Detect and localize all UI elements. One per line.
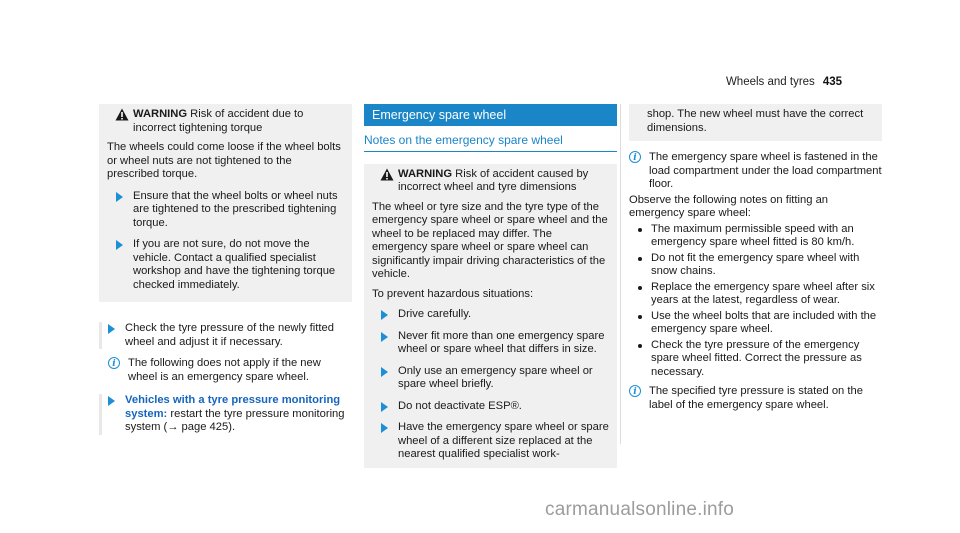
section-title: Wheels and tyres bbox=[725, 76, 815, 88]
step-arrow-icon bbox=[116, 240, 123, 250]
info-note bbox=[108, 357, 352, 384]
warning-title bbox=[133, 108, 344, 135]
step-arrow-icon bbox=[381, 367, 388, 377]
step-text: restart the tyre pressure monitoring system (→ page 425). bbox=[125, 407, 345, 433]
list-item: Do not fit the emergency spare wheel with snow chains. bbox=[629, 252, 882, 279]
warning-title-text: Risk of accident caused by incorrect wheel and tyre dimensions bbox=[398, 167, 589, 193]
warning-box bbox=[99, 104, 352, 302]
warning-step bbox=[372, 421, 609, 462]
info-icon: i bbox=[629, 385, 641, 397]
continued-text: shop. The new wheel must have the correct dimensions. bbox=[647, 108, 864, 134]
observe-text: Observe the following notes on fitting an emergency spare wheel: bbox=[629, 193, 829, 219]
warning-step bbox=[107, 190, 344, 231]
step-arrow-icon bbox=[381, 423, 388, 433]
warning-icon bbox=[380, 168, 394, 181]
info-icon: i bbox=[108, 357, 120, 369]
step-arrow-icon bbox=[381, 310, 388, 320]
warning-body-text: The wheel or tyre size and the tyre type of the emergency spare wheel or spare wheel and the wheel to be replaced may differ. The emergency spare wheel or spare wheel can significantly impair driving characteristics of the vehicle. bbox=[372, 200, 608, 280]
step-arrow-icon bbox=[108, 396, 115, 406]
warning-step bbox=[372, 365, 609, 392]
bullet-list bbox=[629, 223, 882, 380]
warning-body bbox=[372, 201, 609, 462]
warning-step-text: Ensure that the wheel bolts or wheel nuts are tightened to the prescribed tightening torque. bbox=[133, 189, 338, 229]
warning-icon bbox=[115, 108, 129, 121]
info-icon: i bbox=[629, 151, 641, 163]
note-text: The following does not apply if the new wheel is an emergency spare wheel. bbox=[128, 357, 321, 383]
column-2 bbox=[364, 104, 617, 468]
page-number: 435 bbox=[822, 76, 842, 88]
step-arrow-icon bbox=[381, 332, 388, 342]
warning-label: WARNING bbox=[398, 167, 453, 180]
note-text: The specified tyre pressure is stated on the label of the emergency spare wheel. bbox=[649, 385, 863, 411]
warning-step bbox=[372, 308, 609, 322]
step-text: Check the tyre pressure of the newly fitted wheel and adjust it if necessary. bbox=[125, 322, 334, 348]
step-condition: Vehicles with a tyre pressure monitoring system: bbox=[125, 394, 341, 420]
instruction-step bbox=[99, 394, 352, 435]
subsection-title: Notes on the emergency spare wheel bbox=[364, 134, 617, 152]
page-header bbox=[726, 76, 842, 90]
list-item: Check the tyre pressure of the emergency spare wheel fitted. Correct the pressure as necessary. bbox=[629, 339, 882, 380]
warning-step-text: Have the emergency spare wheel or spare wheel of a different size replaced at the nearest qualified specialist work- bbox=[398, 421, 609, 460]
watermark: carmanualsonline.info bbox=[545, 499, 735, 520]
info-note bbox=[629, 151, 882, 192]
column-divider bbox=[620, 104, 621, 444]
warning-body bbox=[107, 141, 344, 292]
warning-box-continued bbox=[629, 104, 882, 141]
step-bar bbox=[99, 394, 102, 435]
warning-step bbox=[107, 238, 344, 292]
warning-prevent-text: To prevent hazardous situations: bbox=[372, 287, 534, 300]
warning-title bbox=[398, 168, 609, 195]
warning-step-text: If you are not sure, do not move the vehicle. Contact a qualified specialist workshop and have the tightening torque checked immediately. bbox=[133, 238, 336, 291]
warning-box bbox=[364, 164, 617, 468]
list-item: The maximum permissible speed with an emergency spare wheel fitted is 80 km/h. bbox=[629, 223, 882, 250]
column-3 bbox=[629, 104, 882, 412]
warning-step bbox=[372, 330, 609, 357]
warning-body-text: The wheels could come loose if the wheel bolts or wheel nuts are not tightened to the prescribed torque. bbox=[107, 141, 341, 180]
step-arrow-icon bbox=[116, 192, 123, 202]
instruction-step bbox=[99, 322, 352, 349]
warning-label: WARNING bbox=[133, 108, 188, 120]
warning-step-text: Only use an emergency spare wheel or spare wheel briefly. bbox=[398, 364, 593, 390]
list-item: Replace the emergency spare wheel after six years at the latest, regardless of wear. bbox=[629, 281, 882, 308]
warning-step-text: Never fit more than one emergency spare wheel or spare wheel that differs in size. bbox=[398, 329, 605, 355]
warning-step-text: Do not deactivate ESP®. bbox=[398, 399, 522, 412]
list-item: Use the wheel bolts that are included with the emergency spare wheel. bbox=[629, 310, 882, 337]
step-arrow-icon bbox=[381, 402, 388, 412]
info-note bbox=[629, 385, 882, 412]
warning-step-text: Drive carefully. bbox=[398, 308, 472, 320]
step-arrow-icon bbox=[108, 324, 115, 334]
note-text: The emergency spare wheel is fastened in the load compartment under the load compartment floor. bbox=[649, 151, 882, 190]
section-band: Emergency spare wheel bbox=[364, 104, 617, 126]
step-bar bbox=[99, 322, 102, 349]
warning-step bbox=[372, 400, 609, 414]
column-1 bbox=[99, 104, 352, 435]
warning-title-text: Risk of accident due to incorrect tightening torque bbox=[133, 108, 304, 134]
